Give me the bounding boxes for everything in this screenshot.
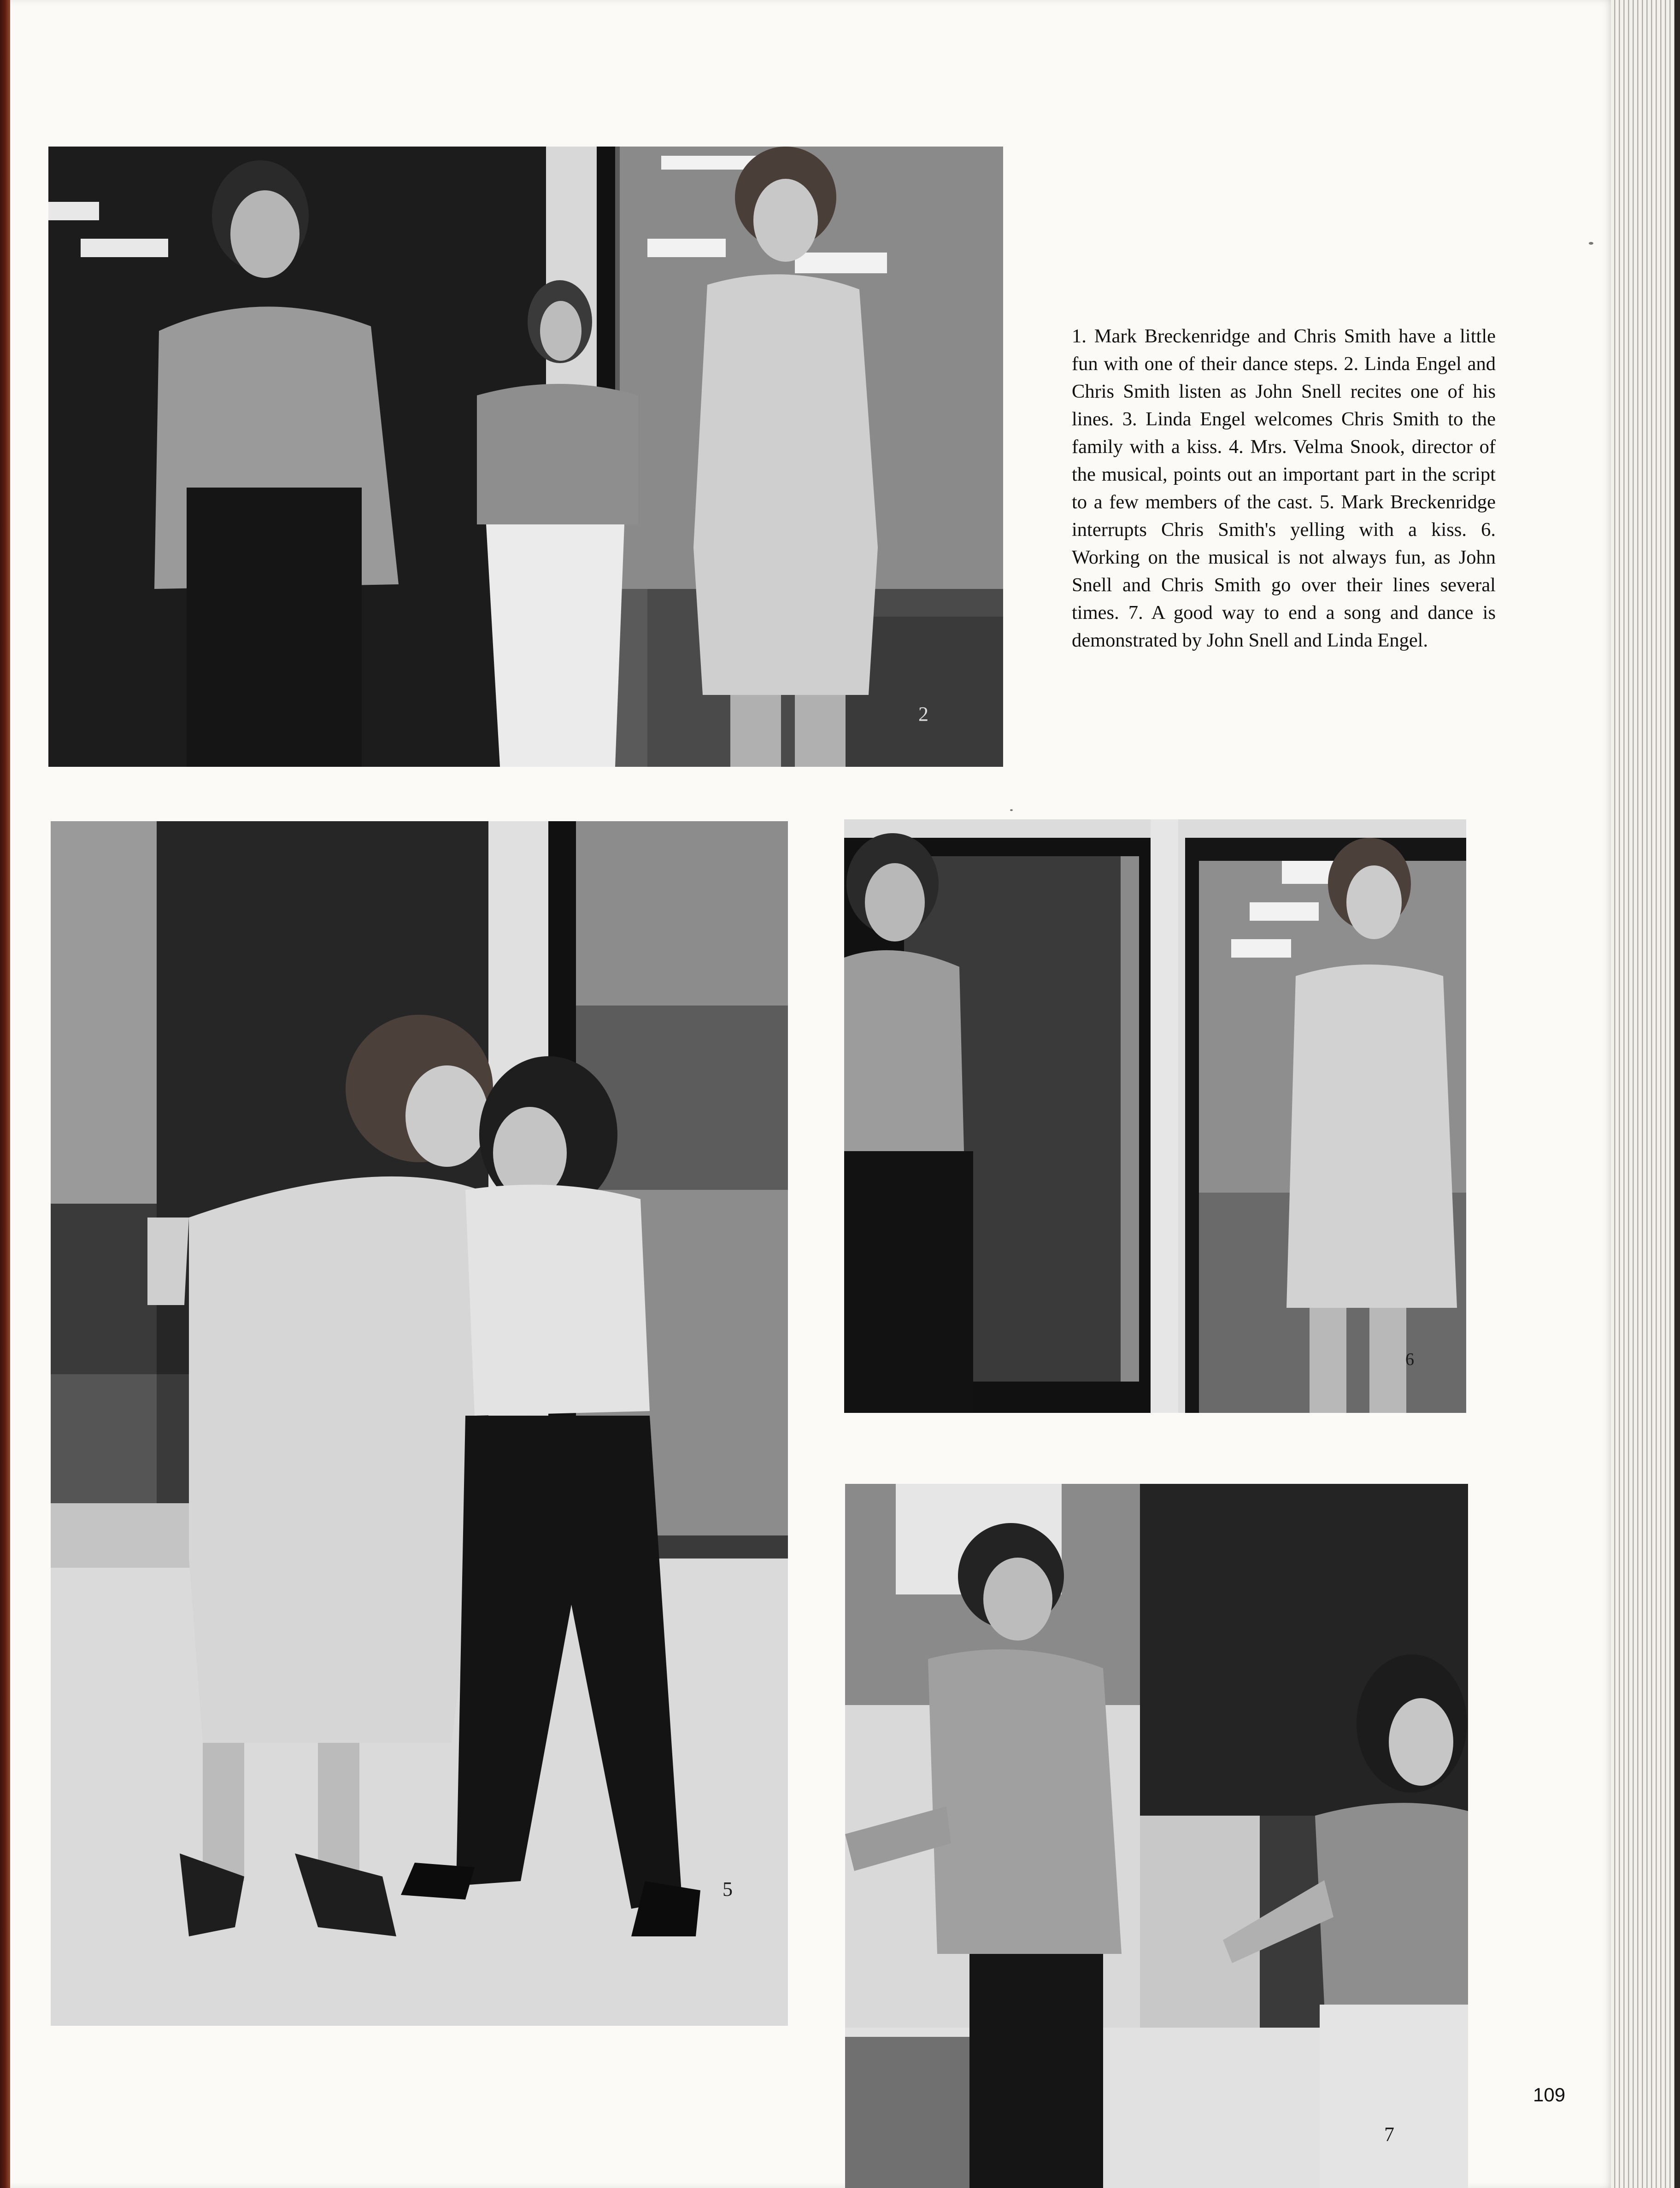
page-speck bbox=[1010, 809, 1013, 811]
page-speck bbox=[1589, 242, 1593, 245]
photo-2-number: 2 bbox=[918, 703, 928, 725]
photo-7-image bbox=[845, 1484, 1468, 2188]
photo-5 bbox=[51, 821, 788, 2026]
photo-6 bbox=[844, 819, 1466, 1413]
photo-5-number: 5 bbox=[723, 1878, 733, 1900]
photo-6-image bbox=[844, 819, 1466, 1413]
page-number: 109 bbox=[1533, 2084, 1566, 2106]
book-edge-shadow bbox=[1674, 0, 1680, 2188]
photo-caption: 1. Mark Breckenridge and Chris Smith have a little fun with one of their dance steps. 2. Linda Engel and Chris Smith listen as John Snell recites one of his lines. 3. Linda Engel welcomes Chris Smith to the family with a kiss. 4. Mrs. Velma Snook, director of the musical, points out an important part in the script to a few members of the cast. 5. Mark Breckenridge interrupts Chris Smith's yelling with a kiss. 6. Working on the musical is not always fun, as John Snell and Chris Smith go over their lines several times. 7. A good way to end a song and dance is demonstrated by John Snell and Linda Engel. bbox=[1072, 325, 1496, 651]
yearbook-page bbox=[10, 0, 1615, 2188]
photo-6-number: 6 bbox=[1405, 1350, 1414, 1369]
book-page-edges bbox=[1611, 0, 1680, 2188]
photo-2 bbox=[48, 147, 1003, 767]
photo-7-number: 7 bbox=[1384, 2123, 1394, 2146]
photo-5-image bbox=[51, 821, 788, 2026]
photo-7 bbox=[845, 1484, 1468, 2188]
photo-2-image bbox=[48, 147, 1003, 767]
